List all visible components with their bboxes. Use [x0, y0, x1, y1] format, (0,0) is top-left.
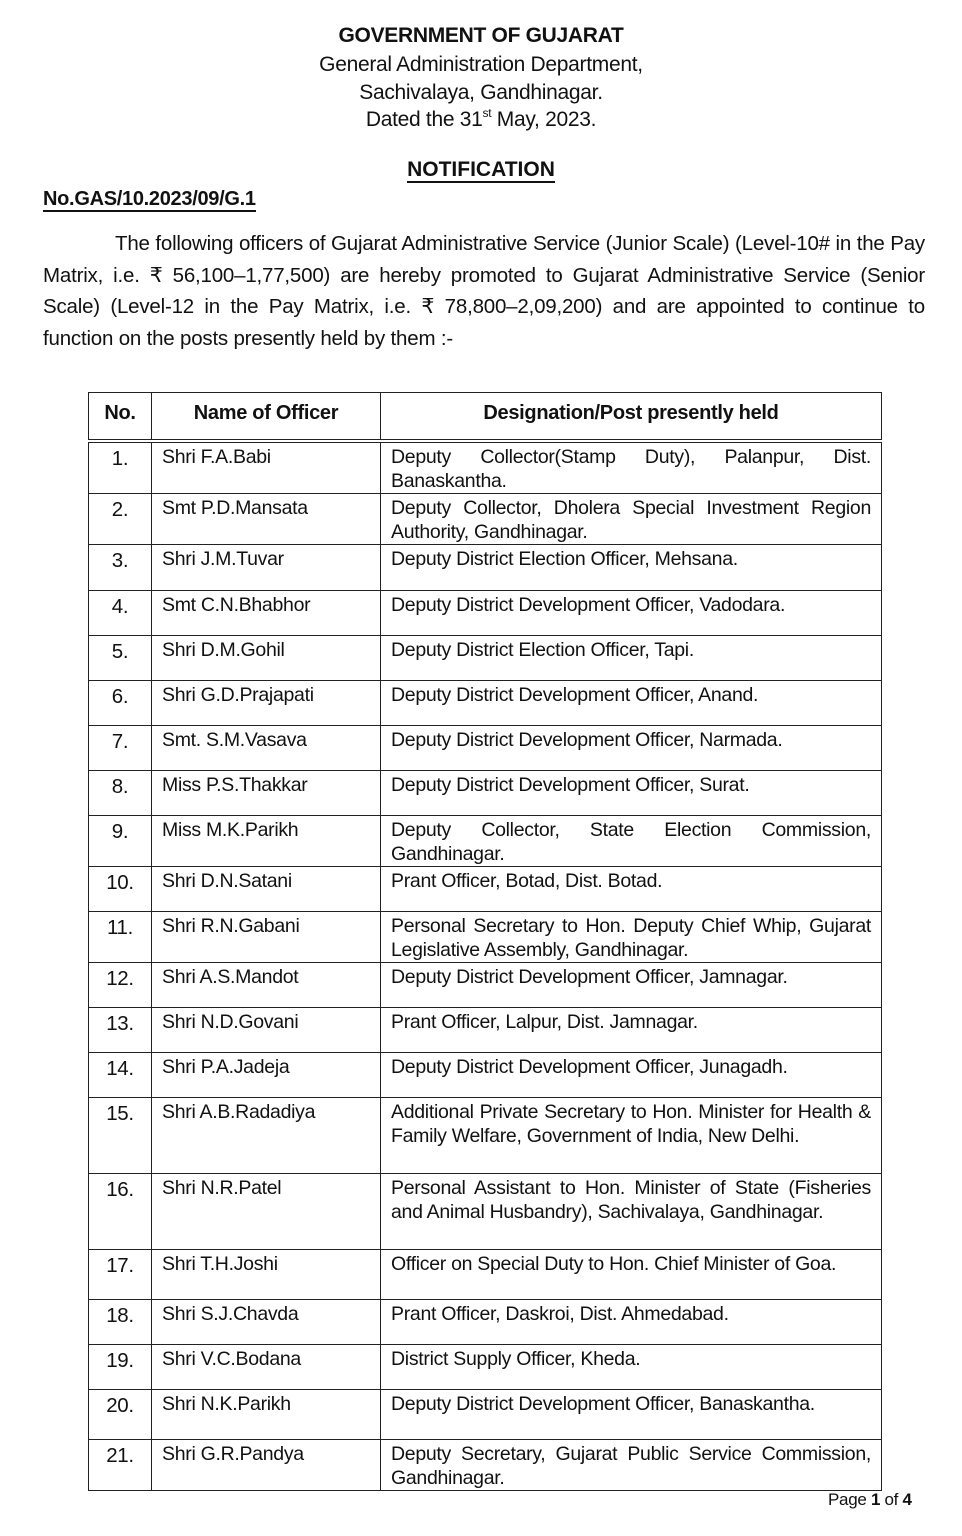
date-prefix: Dated the 31 — [365, 108, 483, 131]
officer-name: Shri A.B.Radadiya — [152, 1098, 381, 1174]
table-header-row — [89, 393, 882, 442]
serial-number: 7. — [89, 726, 152, 771]
designation: Deputy District Election Officer, Tapi. — [381, 636, 882, 681]
officer-name: Shri J.M.Tuvar — [152, 545, 381, 591]
reference-number: No.GAS/10.2023/09/G.1 — [43, 188, 256, 210]
designation: Additional Private Secretary to Hon. Minister for Health & Family Welfare, Government of India, New Delhi. — [381, 1098, 882, 1174]
page-number: Page 1 of 4 — [828, 1490, 912, 1509]
serial-number: 11. — [89, 912, 152, 963]
officer-name: Shri V.C.Bodana — [152, 1345, 381, 1390]
serial-number: 3. — [89, 545, 152, 591]
table-row — [89, 591, 882, 636]
table-row — [89, 771, 882, 816]
table-row — [89, 963, 882, 1008]
table-row — [89, 1008, 882, 1053]
table-row — [89, 545, 882, 591]
officer-name: Smt. S.M.Vasava — [152, 726, 381, 771]
serial-number: 8. — [89, 771, 152, 816]
serial-number: 1. — [89, 441, 152, 494]
officer-name: Shri G.R.Pandya — [152, 1440, 381, 1491]
table-row — [89, 726, 882, 771]
notification-heading: NOTIFICATION — [407, 158, 555, 181]
designation: Deputy Collector, Dholera Special Investment Region Authority, Gandhinagar. — [381, 494, 882, 545]
designation: Deputy District Development Officer, Surat. — [381, 771, 882, 816]
officer-name: Shri T.H.Joshi — [152, 1250, 381, 1300]
officer-name: Shri N.R.Patel — [152, 1174, 381, 1250]
designation: Deputy District Development Officer, Jamnagar. — [381, 963, 882, 1008]
table-row — [89, 1098, 882, 1174]
date-suffix: May, 2023. — [491, 108, 597, 131]
designation: Deputy District Development Officer, Banaskantha. — [381, 1390, 882, 1440]
serial-number: 5. — [89, 636, 152, 681]
serial-number: 9. — [89, 816, 152, 867]
officer-name: Shri P.A.Jadeja — [152, 1053, 381, 1098]
table-row — [89, 681, 882, 726]
table-row — [89, 912, 882, 963]
serial-number: 4. — [89, 591, 152, 636]
officer-name: Miss P.S.Thakkar — [152, 771, 381, 816]
table-row — [89, 441, 882, 494]
table-row — [89, 1053, 882, 1098]
serial-number: 19. — [89, 1345, 152, 1390]
table-row — [89, 1250, 882, 1300]
designation: Personal Assistant to Hon. Minister of State (Fisheries and Animal Husbandry), Sachivalaya, Gandhinagar. — [381, 1174, 882, 1250]
designation: Officer on Special Duty to Hon. Chief Minister of Goa. — [381, 1250, 882, 1300]
officer-name: Shri N.K.Parikh — [152, 1390, 381, 1440]
officer-name: Shri S.J.Chavda — [152, 1300, 381, 1345]
designation: Personal Secretary to Hon. Deputy Chief Whip, Gujarat Legislative Assembly, Gandhinagar. — [381, 912, 882, 963]
serial-number: 10. — [89, 867, 152, 912]
table-row — [89, 1174, 882, 1250]
table-row — [89, 1390, 882, 1440]
officer-name: Smt C.N.Bhabhor — [152, 591, 381, 636]
serial-number: 6. — [89, 681, 152, 726]
designation: Deputy District Development Officer, Junagadh. — [381, 1053, 882, 1098]
designation: Deputy District Development Officer, Narmada. — [381, 726, 882, 771]
officer-name: Shri G.D.Prajapati — [152, 681, 381, 726]
column-header-no: No. — [89, 393, 152, 442]
department-name: General Administration Department, — [319, 53, 643, 76]
designation: Deputy District Development Officer, Vadodara. — [381, 591, 882, 636]
officer-name: Shri D.N.Satani — [152, 867, 381, 912]
dated-line — [0, 106, 962, 134]
designation: Prant Officer, Daskroi, Dist. Ahmedabad. — [381, 1300, 882, 1345]
current-page: 1 — [870, 1490, 881, 1509]
officer-name: Shri F.A.Babi — [152, 441, 381, 494]
serial-number: 14. — [89, 1053, 152, 1098]
designation: Deputy Collector, State Election Commission, Gandhinagar. — [381, 816, 882, 867]
designation: District Supply Officer, Kheda. — [381, 1345, 882, 1390]
total-pages: 4 — [902, 1490, 912, 1509]
serial-number: 15. — [89, 1098, 152, 1174]
table-row — [89, 494, 882, 545]
officer-name: Miss M.K.Parikh — [152, 816, 381, 867]
officer-name: Shri D.M.Gohil — [152, 636, 381, 681]
column-header-designation: Designation/Post presently held — [381, 393, 882, 442]
office-location: Sachivalaya, Gandhinagar. — [359, 81, 603, 104]
serial-number: 21. — [89, 1440, 152, 1491]
table-row — [89, 1440, 882, 1491]
intro-paragraph: The following officers of Gujarat Administrative Service (Junior Scale) (Level-10# in the Pay Matrix, i.e. ₹ 56,100–1,77,500) are hereby promoted to Gujarat Administrative Service (Senior Scale) (Level-12 in the Pay Matrix, i.e. ₹ 78,800–2,09,200) and are appointed to continue to function on the posts presently held by them :- — [43, 232, 925, 350]
serial-number: 12. — [89, 963, 152, 1008]
table-body — [89, 441, 882, 1491]
designation: Deputy Secretary, Gujarat Public Service Commission, Gandhinagar. — [381, 1440, 882, 1491]
serial-number: 13. — [89, 1008, 152, 1053]
column-header-name: Name of Officer — [152, 393, 381, 442]
officer-name: Shri N.D.Govani — [152, 1008, 381, 1053]
designation: Prant Officer, Lalpur, Dist. Jamnagar. — [381, 1008, 882, 1053]
table-row — [89, 1345, 882, 1390]
government-title: GOVERNMENT OF GUJARAT — [338, 24, 624, 47]
designation: Deputy Collector(Stamp Duty), Palanpur, Dist. Banaskantha. — [381, 441, 882, 494]
serial-number: 17. — [89, 1250, 152, 1300]
table-row — [89, 816, 882, 867]
serial-number: 16. — [89, 1174, 152, 1250]
officer-name: Shri R.N.Gabani — [152, 912, 381, 963]
officers-table — [88, 392, 882, 1491]
designation: Deputy District Development Officer, Anand. — [381, 681, 882, 726]
designation: Prant Officer, Botad, Dist. Botad. — [381, 867, 882, 912]
officer-name: Shri A.S.Mandot — [152, 963, 381, 1008]
designation: Deputy District Election Officer, Mehsana. — [381, 545, 882, 591]
serial-number: 2. — [89, 494, 152, 545]
serial-number: 18. — [89, 1300, 152, 1345]
officer-name: Smt P.D.Mansata — [152, 494, 381, 545]
date-ordinal: st — [482, 106, 492, 120]
table-row — [89, 636, 882, 681]
table-row — [89, 1300, 882, 1345]
serial-number: 20. — [89, 1390, 152, 1440]
table-row — [89, 867, 882, 912]
